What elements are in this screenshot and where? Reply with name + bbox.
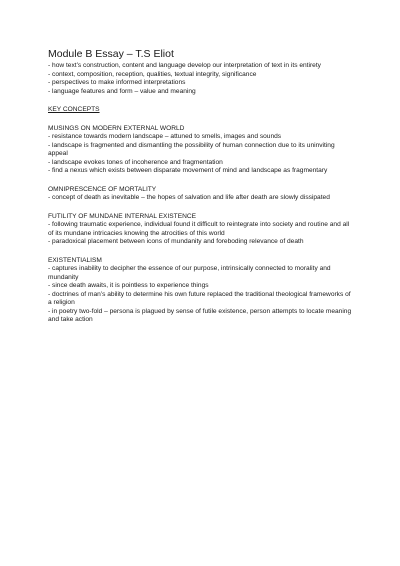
section-point: - resistance towards modern landscape – attuned to smells, images and sounds — [48, 133, 282, 140]
concept-section-mortality — [48, 186, 356, 203]
section-heading: OMNIPRESCENCE OF MORTALITY — [48, 185, 157, 193]
intro-point: - how text’s construction, content and language develop our interpretation of text in its entirety — [48, 62, 321, 69]
section-point: - paradoxical placement between icons of mundanity and foreboding relevance of death — [48, 238, 304, 245]
document-page — [48, 48, 356, 335]
concept-section-existentialism — [48, 257, 356, 325]
concept-section-musings — [48, 125, 356, 176]
section-point: - doctrines of man’s ability to determine his own future replaced the traditional theological frameworks of a religion — [48, 290, 351, 306]
key-concepts-heading: KEY CONCEPTS — [48, 106, 100, 113]
intro-point: - context, composition, reception, qualities, textual integrity, significance — [48, 70, 257, 78]
section-point: - landscape evokes tones of incoherence and fragmentation — [48, 158, 223, 166]
section-point: - landscape is fragmented and dismantling the possibility of human connection due to its uninviting appeal — [48, 141, 335, 157]
section-point: - concept of death as inevitable – the hopes of salvation and life after death are slowly dissipated — [48, 194, 330, 201]
intro-point: - language features and form – value and meaning — [48, 87, 196, 95]
section-point: - since death awaits, it is pointless to experience things — [48, 282, 209, 289]
section-point: - in poetry two-fold – persona is plagued by sense of futile existence, person attempts to locate meaning and take action — [48, 307, 352, 323]
section-heading: MUSINGS ON MODERN EXTERNAL WORLD — [48, 124, 185, 132]
concept-section-futility — [48, 213, 356, 247]
section-heading: FUTILITY OF MUNDANE INTERNAL EXISTENCE — [48, 212, 197, 220]
section-point: - find a nexus which exists between disparate movement of mind and landscape as fragmentary — [48, 167, 328, 174]
intro-point: - perspectives to make informed interpretations — [48, 79, 186, 86]
section-point: - captures inability to decipher the essence of our purpose, intrinsically connected to morality and mundanity — [48, 265, 331, 281]
section-heading: EXISTENTIALISM — [48, 256, 102, 264]
document-title: Module B Essay – T.S Eliot — [48, 48, 174, 60]
section-point: - following traumatic experience, individual found it difficult to reintegrate into society and routine and all of its mundane intricacies knowing the atrocities of this world — [48, 221, 350, 237]
intro-list — [48, 62, 356, 96]
